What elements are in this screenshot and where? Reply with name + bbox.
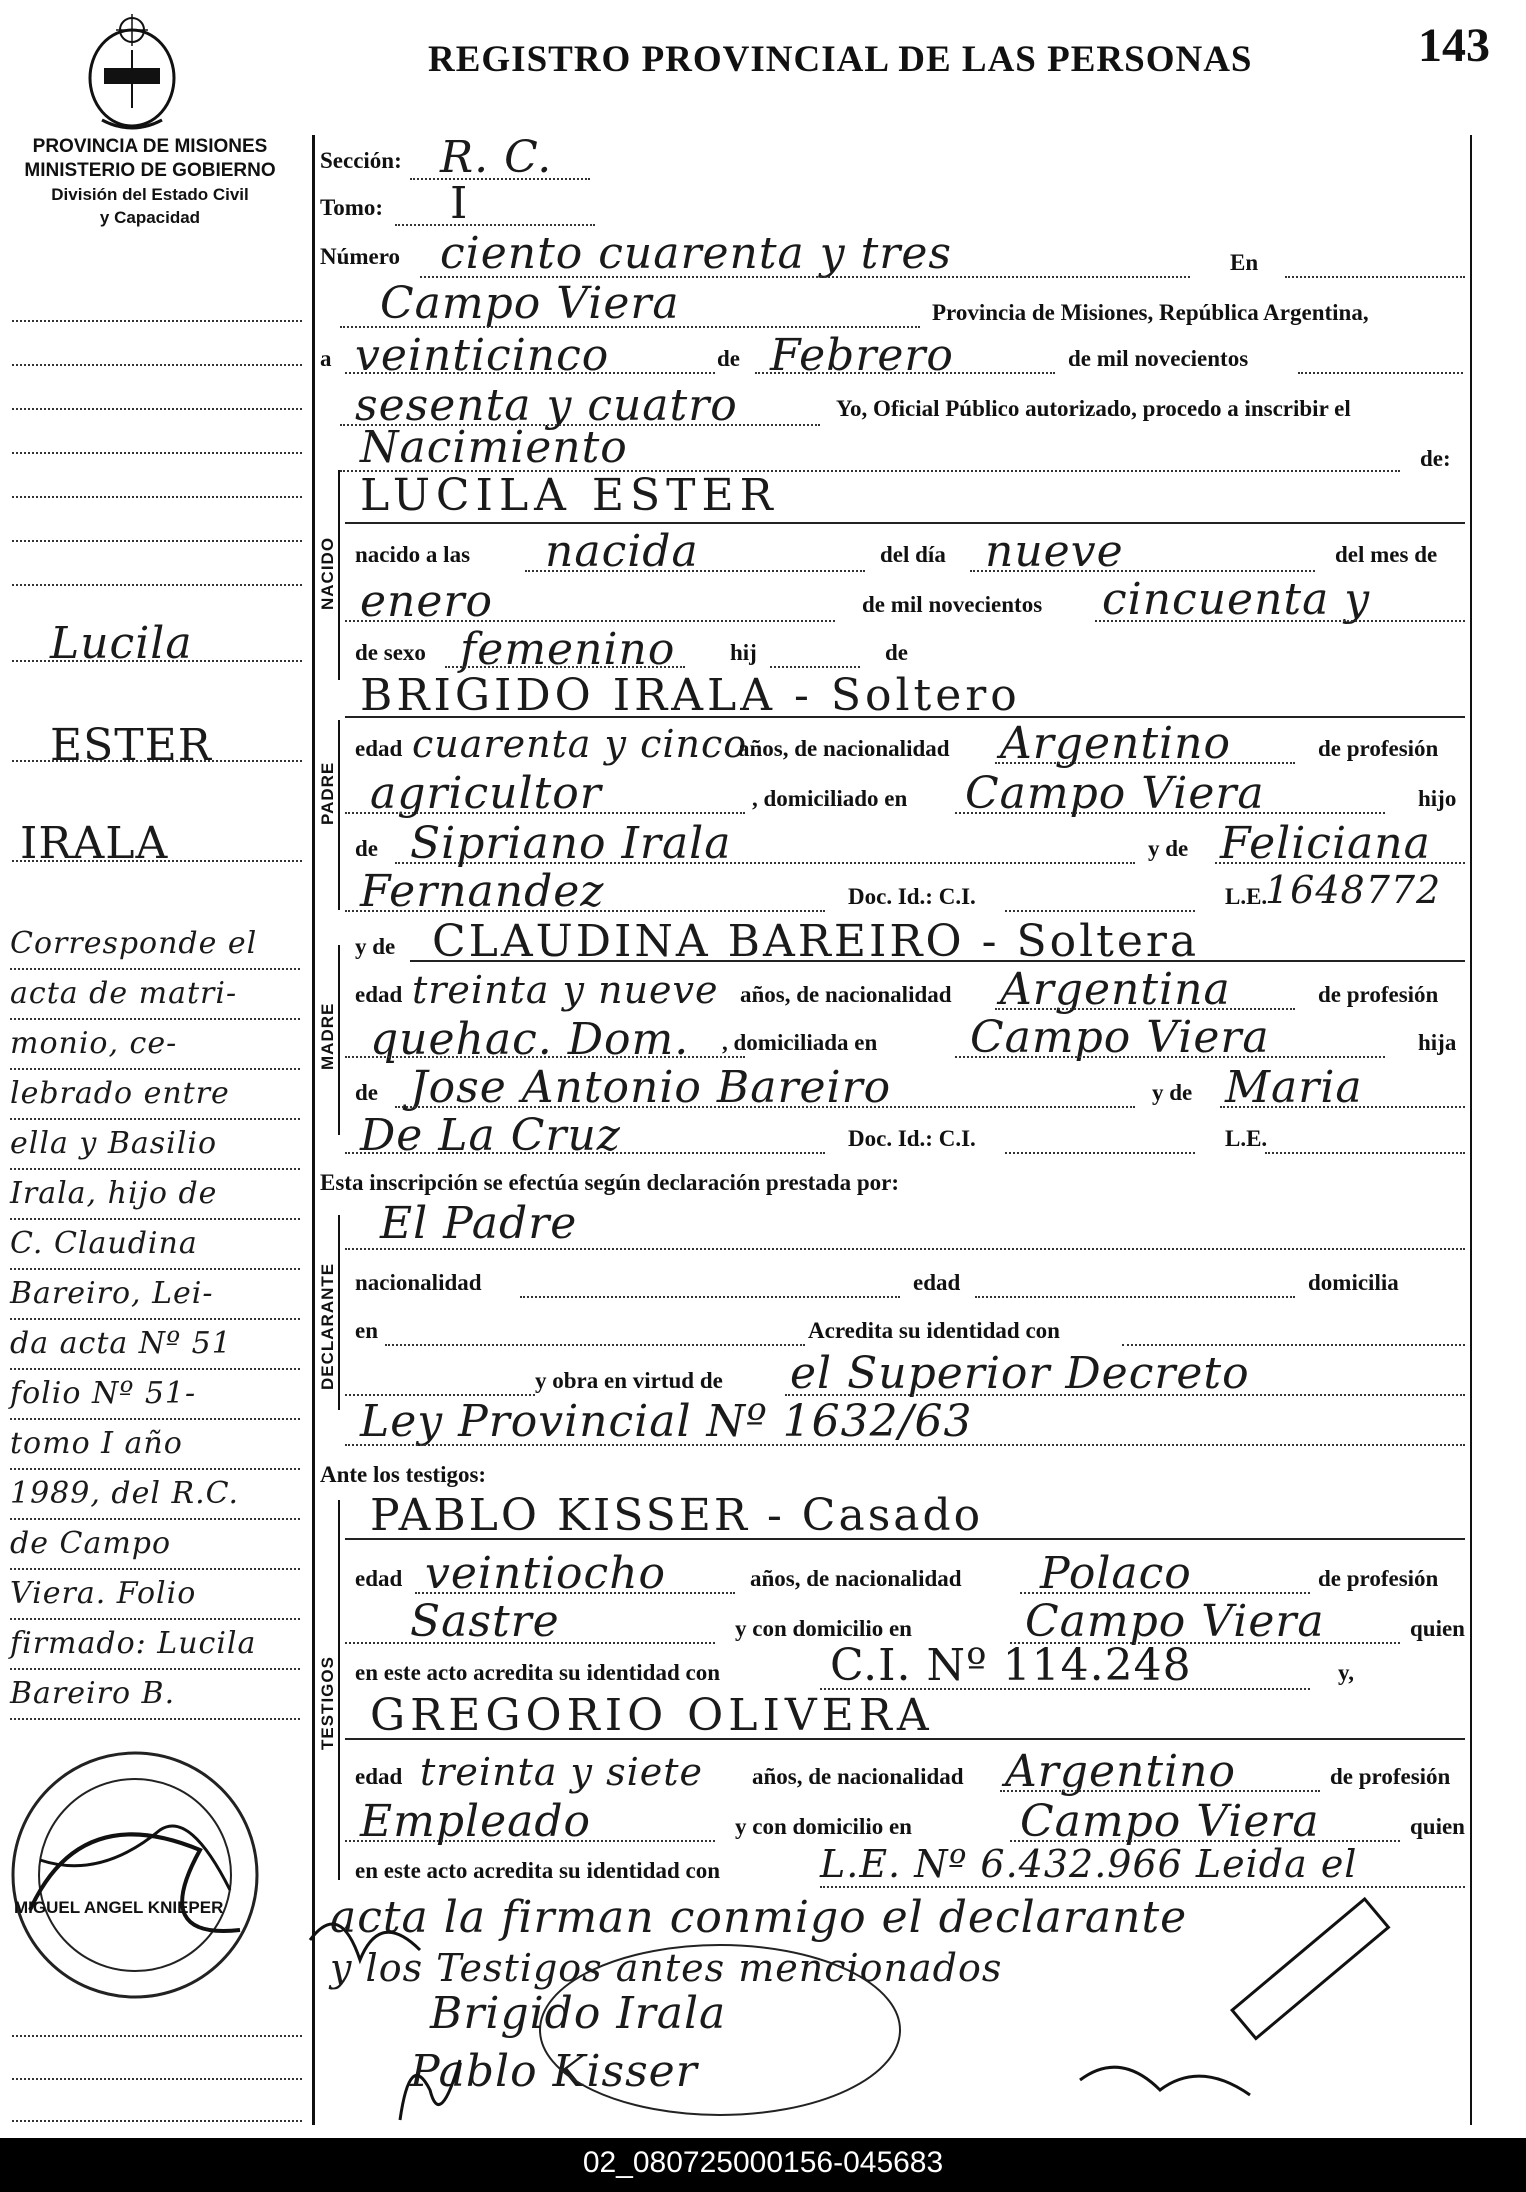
value-mes-nac: enero [360,576,493,627]
label-del-dia: del día [880,542,946,567]
section-rule-declarante [338,1215,340,1410]
label-de-mil-novecientos-2: de mil novecientos [862,592,1043,617]
closing-line-1: acta la firman conmigo el declarante [330,1892,1188,1943]
org-line-province: PROVINCIA DE MISIONES [32,136,268,157]
stamp-name: MIGUEL ANGEL KNIEPER [14,1898,224,1917]
label-padre-profesion: de profesión [1318,736,1439,761]
value-testigo2-profesion: Empleado [360,1796,592,1847]
value-nombre-nacido: LUCILA ESTER [360,470,779,521]
label-madre-y-de-2: y de [1152,1080,1193,1105]
margin-name-first: Lucila [50,618,193,669]
margin-note-line: firmado: Lucila [10,1620,300,1670]
value-padre-madre: Feliciana [1220,818,1431,869]
value-padre-padre: Sipriano Irala [410,818,732,869]
value-padre-madre-ap: Fernandez [360,866,605,917]
label-hijo: hijo [1418,786,1457,811]
value-padre-edad: cuarenta y cinco [412,722,748,766]
label-t2-profesion: de profesión [1330,1764,1451,1789]
margin-name-second: ESTER [50,720,212,771]
value-anio-acta: sesenta y cuatro [355,380,738,431]
value-madre-nombre: CLAUDINA BAREIRO - Soltera [432,916,1200,967]
value-anio-nac: cincuenta y [1102,574,1371,625]
section-rule-testigos [338,1500,340,1880]
value-madre-profesion: quehac. Dom. [370,1014,690,1065]
section-tag-nacido: NACIDO [318,536,337,610]
label-ante-testigos: Ante los testigos: [320,1462,487,1487]
value-testigo2-nacionalidad: Argentino [1005,1746,1236,1797]
label-acredita: Acredita su identidad con [808,1318,1060,1343]
value-padre-nombre: BRIGIDO IRALA - Soltero [360,670,1021,721]
section-tag-padre: PADRE [318,761,337,825]
margin-note-line: 1989, del R.C. [10,1470,300,1520]
label-t1-profesion: de profesión [1318,1566,1439,1591]
value-obra-virtud: el Superior Decreto [790,1348,1250,1399]
value-dia-acta: veinticinco [355,330,610,381]
label-de: de [717,346,740,371]
value-madre-nacionalidad: Argentina [1000,964,1231,1015]
label-padre-nacionalidad: años, de nacionalidad [738,736,950,761]
label-a: a [320,346,332,371]
label-dec-nacionalidad: nacionalidad [355,1270,482,1295]
margin-note-line: Viera. Folio [10,1570,300,1620]
value-padre-domicilio: Campo Viera [965,768,1265,819]
margin-note-line: monio, ce- [10,1020,300,1070]
margin-note-line: da acta Nº 51 [10,1320,300,1370]
section-rule-madre [338,945,340,1135]
label-de-colon: de: [1420,446,1451,471]
value-testigo1-nacionalidad: Polaco [1040,1548,1192,1599]
signature-declarante: Brigido Irala [430,1988,727,2039]
value-seccion: R. C. [440,132,553,183]
label-seccion: Sección: [320,148,402,173]
value-madre-madre: Maria [1225,1062,1363,1113]
value-madre-madre-ap: De La Cruz [360,1110,621,1161]
right-border [1470,135,1472,2125]
value-dia-nac: nueve [985,526,1124,577]
section-rule-padre [338,720,340,910]
margin-note-line: tomo I año [10,1420,300,1470]
label-y-comma: y, [1338,1660,1354,1685]
value-tomo: I [450,178,469,229]
value-sexo: femenino [460,624,676,675]
label-provincia: Provincia de Misiones, República Argentina, [932,300,1369,325]
label-t2-domicilio: y con domicilio en [735,1814,912,1839]
label-madre-le: L.E. [1225,1126,1268,1151]
main-vertical-divider [312,135,315,2125]
label-declaracion: Esta inscripción se efectúa según declaración prestada por: [320,1170,900,1195]
org-line-capacity: y Capacidad [99,208,201,227]
org-header [0,135,300,229]
value-testigo1-profesion: Sastre [410,1596,560,1647]
value-mes-acta: Febrero [770,330,954,381]
closing-line-2: y los Testigos antes mencionados [330,1946,1003,1990]
margin-note-line: Bareiro, Lei- [10,1270,300,1320]
label-hij: hij [730,640,757,665]
value-padre-profesion: agricultor [370,768,602,819]
label-t1-domicilio: y con domicilio en [735,1616,912,1641]
label-t2-nacionalidad: años, de nacionalidad [752,1764,964,1789]
label-de-mil-novecientos: de mil novecientos [1068,346,1249,371]
value-testigo2-edad: treinta y siete [420,1750,704,1794]
value-ley: Ley Provincial Nº 1632/63 [360,1396,973,1447]
label-t2-edad: edad [355,1764,403,1789]
label-dec-en: en [355,1318,378,1343]
label-madre-de: de [355,1080,378,1105]
margin-note-line: ella y Basilio [10,1120,300,1170]
margin-note-line: folio Nº 51- [10,1370,300,1420]
label-madre-doc: Doc. Id.: C.I. [848,1126,976,1151]
margin-name-surname: IRALA [20,818,169,869]
official-stamp [0,1740,270,2010]
label-obra-virtud: y obra en virtud de [535,1368,723,1393]
label-yo-oficial: Yo, Oficial Público autorizado, procedo a inscribir el [836,396,1351,421]
margin-note-line: Bareiro B. [10,1670,300,1720]
label-t2-quien: quien [1410,1814,1465,1839]
label-padre-y-de: y de [1148,836,1189,861]
value-testigo1-edad: veintiocho [425,1548,667,1599]
label-madre-profesion: de profesión [1318,982,1439,1007]
label-de-2: de [885,640,908,665]
margin-note-line: Irala, hijo de [10,1170,300,1220]
section-rule-nacido [338,470,340,680]
section-tag-declarante: DECLARANTE [318,1262,337,1390]
value-madre-edad: treinta y nueve [412,968,719,1012]
label-nacido-a: nacido a las [355,542,471,567]
value-declarante: El Padre [380,1198,578,1249]
label-padre-le: L.E. [1225,884,1268,909]
label-en: En [1230,250,1259,275]
margin-note-line: lebrado entre [10,1070,300,1120]
org-line-division: División del Estado Civil [51,185,249,204]
label-t1-edad: edad [355,1566,403,1591]
value-hora: nacida [545,526,699,577]
label-padre-edad: edad [355,736,403,761]
label-madre-domiciliada: , domiciliada en [722,1030,878,1055]
margin-note-line: C. Claudina [10,1220,300,1270]
value-padre-nacionalidad: Argentino [1000,718,1231,769]
value-testigo2-domicilio: Campo Viera [1020,1796,1320,1847]
signature-testigo: Pablo Kisser [410,2046,698,2097]
margin-note [10,920,300,1720]
value-testigo1-domicilio: Campo Viera [1025,1596,1325,1647]
label-padre-de: de [355,836,378,861]
org-line-ministry: MINISTERIO DE GOBIERNO [24,160,276,181]
value-testigo1: PABLO KISSER - Casado [370,1490,984,1541]
section-tag-madre: MADRE [318,1002,337,1070]
value-numero: ciento cuarenta y tres [440,228,952,279]
label-t2-acredita: en este acto acredita su identidad con [355,1858,721,1883]
value-testigo2-id: L.E. Nº 6.432.966 Leida el [820,1842,1358,1886]
label-hija: hija [1418,1030,1457,1055]
label-numero: Número [320,244,401,269]
label-de-sexo: de sexo [355,640,426,665]
label-t1-quien: quien [1410,1616,1465,1641]
label-del-mes-de: del mes de [1335,542,1438,567]
value-padre-le: 1648772 [1265,868,1442,912]
margin-note-line: acta de matri- [10,970,300,1020]
label-padre-domiciliado: , domiciliado en [752,786,908,811]
label-t1-acredita: en este acto acredita su identidad con [355,1660,721,1685]
label-t1-nacionalidad: años, de nacionalidad [750,1566,962,1591]
label-madre-nacionalidad: años, de nacionalidad [740,982,952,1007]
value-madre-domicilio: Campo Viera [970,1012,1270,1063]
label-padre-doc: Doc. Id.: C.I. [848,884,976,909]
page-number: 143 [1418,19,1490,72]
coat-of-arms-emblem [62,8,202,138]
margin-note-line: Corresponde el [10,920,300,970]
margin-note-line: de Campo [10,1520,300,1570]
value-lugar: Campo Viera [380,278,680,329]
label-madre-edad: edad [355,982,403,1007]
section-tag-testigos: TESTIGOS [318,1656,337,1750]
value-testigo1-id: C.I. Nº 114.248 [830,1640,1192,1691]
value-testigo2: GREGORIO OLIVERA [370,1690,934,1741]
label-dec-domicilia: domicilia [1308,1270,1399,1295]
page-title: REGISTRO PROVINCIAL DE LAS PERSONAS [428,39,1253,80]
label-tomo: Tomo: [320,195,384,220]
value-madre-padre: Jose Antonio Bareiro [410,1062,892,1113]
label-dec-edad: edad [913,1270,961,1295]
signature-scribbles [300,1880,1480,2135]
label-madre-y-de: y de [355,934,396,959]
footer-code: 02_080725000156-045683 [582,2146,944,2179]
value-tipo: Nacimiento [360,422,628,473]
